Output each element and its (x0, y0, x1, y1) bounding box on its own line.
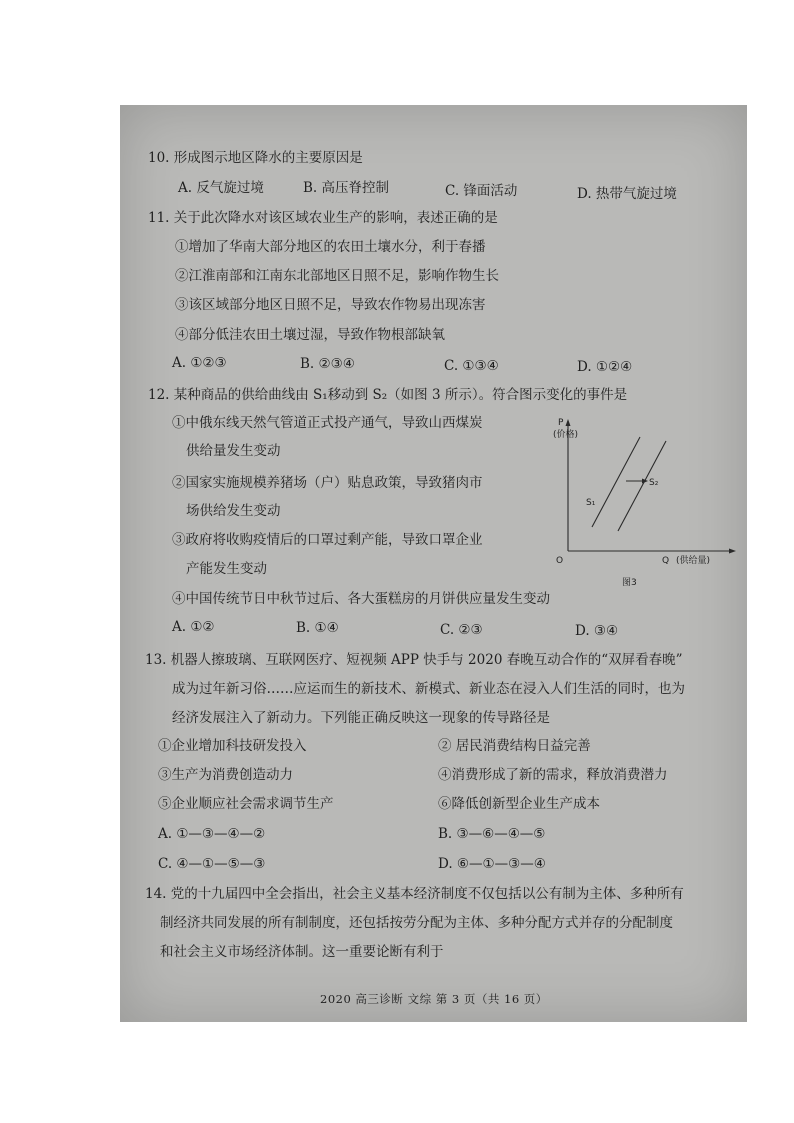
s2-curve (618, 441, 666, 531)
q13-item-2: ② 居民消费结构日益完善 (438, 738, 591, 754)
s1-curve (592, 437, 640, 527)
q12-option-d: D. ③④ (575, 623, 619, 639)
q11-option-a: A. ①②③ (172, 355, 227, 371)
q12-option-c: C. ②③ (440, 622, 483, 638)
q11-option-b: B. ②③④ (300, 356, 355, 372)
q14-stem-line1: 14. 党的十九届四中全会指出，社会主义基本经济制度不仅包括以公有制为主体、多种所有 (145, 886, 684, 902)
q11-item-4: ④部分低洼农田土壤过湿，导致作物根部缺氧 (175, 327, 445, 343)
q13-option-a: A. ①—③—④—② (158, 826, 266, 842)
q12-item-1-line1: ①中俄东线天然气管道正式投产通气，导致山西煤炭 (172, 415, 483, 431)
q12-item-3-line1: ③政府将收购疫情后的口罩过剩产能，导致口罩企业 (172, 532, 483, 548)
q11-item-2: ②江淮南部和江南东北部地区日照不足，影响作物生长 (175, 268, 499, 284)
q11-item-1: ①增加了华南大部分地区的农田土壤水分，利于春播 (175, 239, 486, 255)
q12-item-3-line2: 产能发生变动 (186, 561, 267, 577)
x-axis-arrow-icon (729, 549, 736, 554)
q10-option-a: A. 反气旋过境 (178, 180, 264, 196)
y-axis-arrow-icon (566, 419, 571, 426)
q13-item-5: ⑤企业顺应社会需求调节生产 (158, 796, 334, 812)
q13-option-c: C. ④—①—⑤—③ (158, 856, 266, 872)
q13-stem-line1: 13. 机器人擦玻璃、互联网医疗、短视频 APP 快手与 2020 春晚互动合作的“双屏看春晚” (145, 652, 683, 668)
q12-option-a: A. ①② (172, 619, 215, 635)
q14-stem-line2: 制经济共同发展的所有制制度，还包括按劳分配为主体、多种分配方式并存的分配制度 (160, 915, 673, 931)
q13-option-b: B. ③—⑥—④—⑤ (438, 826, 546, 842)
s2-label: S₂ (649, 478, 659, 488)
exam-page-photo (120, 105, 747, 1022)
q12-item-2-line1: ②国家实施规模养猪场（户）贴息政策，导致猪肉市 (172, 475, 483, 491)
q11-item-3: ③该区域部分地区日照不足，导致农作物易出现冻害 (175, 297, 486, 313)
q10-option-c: C. 锋面活动 (445, 183, 518, 199)
q13-option-d: D. ⑥—①—③—④ (438, 856, 546, 872)
figure-caption: 图3 (622, 578, 637, 588)
figure-3-supply-shift (548, 413, 738, 588)
q12-stem: 12. 某种商品的供给曲线由 S₁移动到 S₂（如图 3 所示）。符合图示变化的事件是 (148, 387, 628, 403)
q13-stem-line2: 成为过年新习俗……应运而生的新技术、新模式、新业态在浸入人们生活的同时，也为 (172, 681, 685, 697)
q13-item-1: ①企业增加科技研发投入 (158, 738, 307, 754)
q14-stem-line3: 和社会主义市场经济体制。这一重要论断有利于 (160, 944, 444, 960)
page-footer: 2020 高三诊断 文综 第 3 页（共 16 页） (320, 992, 548, 1006)
q12-item-4: ④中国传统节日中秋节过后、各大蛋糕房的月饼供应量发生变动 (172, 591, 550, 607)
q13-item-6: ⑥降低创新型企业生产成本 (438, 796, 600, 812)
q12-item-1-line2: 供给量发生变动 (186, 443, 281, 459)
q13-stem-line3: 经济发展注入了新动力。下列能正确反映这一现象的传导路径是 (172, 710, 550, 726)
origin-label: O (556, 556, 564, 566)
q10-option-b: B. 高压脊控制 (303, 180, 390, 196)
q11-option-c: C. ①③④ (444, 358, 499, 374)
s1-label: S₁ (586, 498, 596, 508)
q10-stem: 10. 形成图示地区降水的主要原因是 (148, 150, 363, 166)
p-axis-unit: (价格) (553, 430, 579, 440)
q-axis-unit: (供给量) (676, 556, 711, 566)
q12-item-2-line2: 场供给发生变动 (186, 503, 281, 519)
p-axis-label: P (558, 418, 564, 428)
q12-option-b: B. ①④ (296, 620, 339, 636)
q11-option-d: D. ①②④ (577, 359, 633, 375)
q11-stem: 11. 关于此次降水对该区域农业生产的影响，表述正确的是 (148, 210, 498, 226)
q13-item-4: ④消费形成了新的需求，释放消费潜力 (438, 767, 668, 783)
q13-item-3: ③生产为消费创造动力 (158, 767, 293, 783)
q-axis-label: Q (662, 556, 670, 566)
q10-option-d: D. 热带气旋过境 (577, 186, 677, 202)
